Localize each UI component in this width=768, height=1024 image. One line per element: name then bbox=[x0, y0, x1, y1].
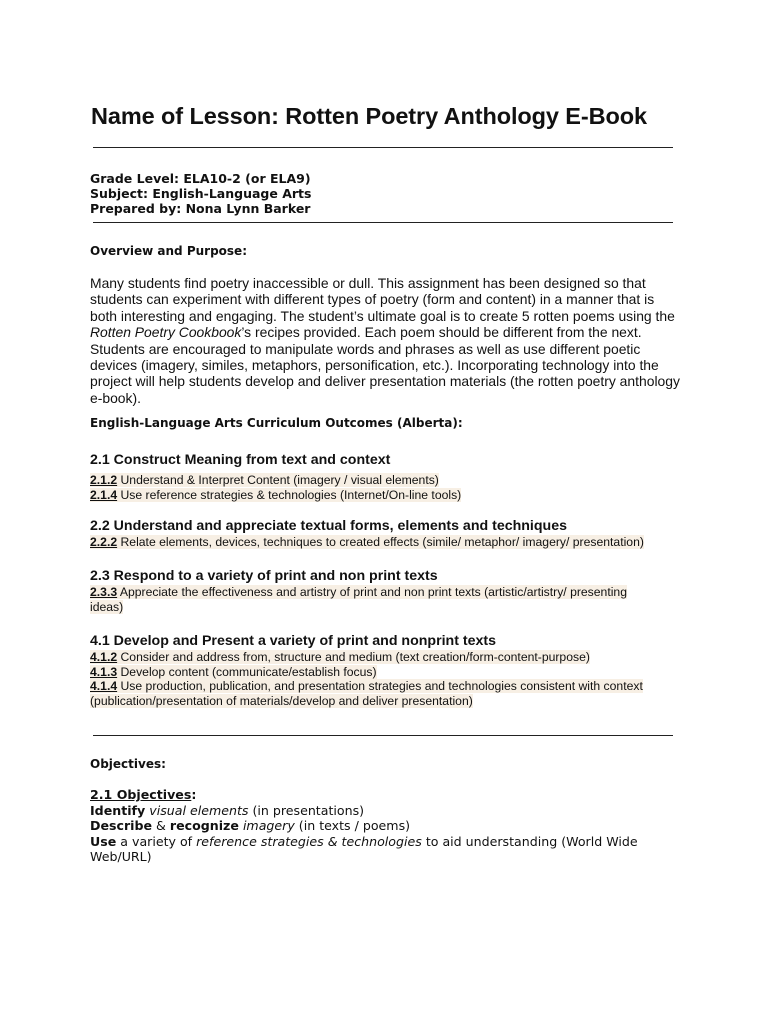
outcome-list bbox=[90, 585, 690, 614]
outcome-item bbox=[90, 488, 690, 503]
overview-heading: Overview and Purpose: bbox=[90, 244, 247, 258]
outcome-code: 4.1.4 bbox=[90, 679, 118, 693]
objective-item: Use a variety of reference strategies & technologies to aid understanding (World Wide bbox=[90, 833, 638, 849]
overview-line bbox=[90, 324, 685, 340]
outcome-item bbox=[90, 650, 690, 665]
lesson-title: Name of Lesson: Rotten Poetry Anthology E-Book bbox=[91, 103, 647, 129]
outcome-code: 2.3.3 bbox=[90, 585, 118, 599]
outcome-item-continued: (publication/presentation of materials/develop and deliver presentation) bbox=[90, 693, 473, 708]
outcome-item-continued: ideas) bbox=[90, 599, 124, 614]
outcome-text: Understand & Interpret Content (imagery / visual elements) bbox=[117, 473, 439, 487]
outcome-group-heading: 2.3 Respond to a variety of print and non print texts bbox=[90, 568, 438, 584]
objectives-subheading: 2.1 Objectives: bbox=[90, 787, 197, 802]
outcome-list bbox=[90, 535, 690, 550]
overview-paragraph bbox=[90, 275, 685, 406]
outcome-code: 2.1.4 bbox=[90, 487, 118, 502]
outcome-list bbox=[90, 650, 690, 708]
objectives-heading: Objectives: bbox=[90, 757, 166, 771]
cookbook-title: Rotten Poetry Cookbook bbox=[90, 324, 242, 341]
outcome-code: 4.1.2 bbox=[90, 650, 118, 664]
grade-level: Grade Level: ELA10-2 (or ELA9) bbox=[90, 171, 311, 186]
divider bbox=[93, 147, 673, 148]
outcome-group-heading: 4.1 Develop and Present a variety of print and nonprint texts bbox=[90, 633, 497, 649]
outcome-list bbox=[90, 473, 690, 502]
outcome-item bbox=[90, 679, 690, 694]
divider bbox=[93, 735, 673, 736]
subject: Subject: English-Language Arts bbox=[90, 186, 312, 201]
curriculum-heading: English-Language Arts Curriculum Outcomes (Alberta): bbox=[90, 416, 463, 430]
objective-item-continued: Web/URL) bbox=[90, 849, 152, 864]
objective-item: Describe & recognize imagery (in texts / poems) bbox=[90, 818, 411, 833]
divider bbox=[93, 222, 673, 223]
overview-line: Many students find poetry inaccessible or dull. This assignment has been designed so that bbox=[90, 275, 646, 291]
prepared-by: Prepared by: Nona Lynn Barker bbox=[90, 201, 311, 216]
objectives-list bbox=[90, 787, 638, 865]
outcome-text: Develop content (communicate/establish focus) bbox=[117, 664, 377, 679]
overview-line: devices (imagery, similes, metaphors, personification, etc.). Incorporating technology into the bbox=[90, 357, 659, 374]
outcome-text: Consider and address from, structure and medium (text creation/form-content-purpose) bbox=[117, 650, 590, 664]
overview-line: students can experiment with different types of poetry (form and content) in a manner that is bbox=[90, 291, 655, 308]
outcome-text: Use reference strategies & technologies (Internet/On-line tools) bbox=[117, 487, 462, 502]
overview-line: project will help students develop and deliver presentation materials (the rotten poetry anthology bbox=[90, 373, 680, 390]
outcome-code: 2.2.2 bbox=[90, 535, 118, 549]
outcome-item bbox=[90, 473, 690, 488]
lesson-meta bbox=[90, 171, 311, 216]
outcome-code: 2.1.2 bbox=[90, 473, 118, 487]
outcome-item bbox=[90, 585, 690, 600]
objective-item: Identify visual elements (in presentations) bbox=[90, 802, 365, 818]
overview-line-rest: ’s recipes provided. Each poem should be different from the next. bbox=[241, 324, 642, 341]
overview-line: e-book). bbox=[90, 389, 141, 406]
outcome-item bbox=[90, 665, 690, 680]
overview-line: both interesting and engaging. The student’s ultimate goal is to create 5 rotten poems using the bbox=[90, 307, 675, 324]
outcome-item bbox=[90, 535, 690, 550]
outcome-code: 4.1.3 bbox=[90, 664, 118, 679]
outcome-group-heading: 2.2 Understand and appreciate textual forms, elements and techniques bbox=[90, 518, 567, 534]
outcome-text: Appreciate the effectiveness and artistry of print and non print texts (artistic/artistry/ presenting bbox=[117, 585, 627, 599]
outcome-text: Use production, publication, and presentation strategies and technologies consistent with context bbox=[117, 679, 643, 693]
outcome-group-heading: 2.1 Construct Meaning from text and context bbox=[90, 452, 391, 468]
outcome-text: Relate elements, devices, techniques to created effects (simile/ metaphor/ imagery/ presentation) bbox=[117, 535, 644, 549]
overview-line: Students are encouraged to manipulate words and phrases as well as use different poetic bbox=[90, 340, 641, 357]
